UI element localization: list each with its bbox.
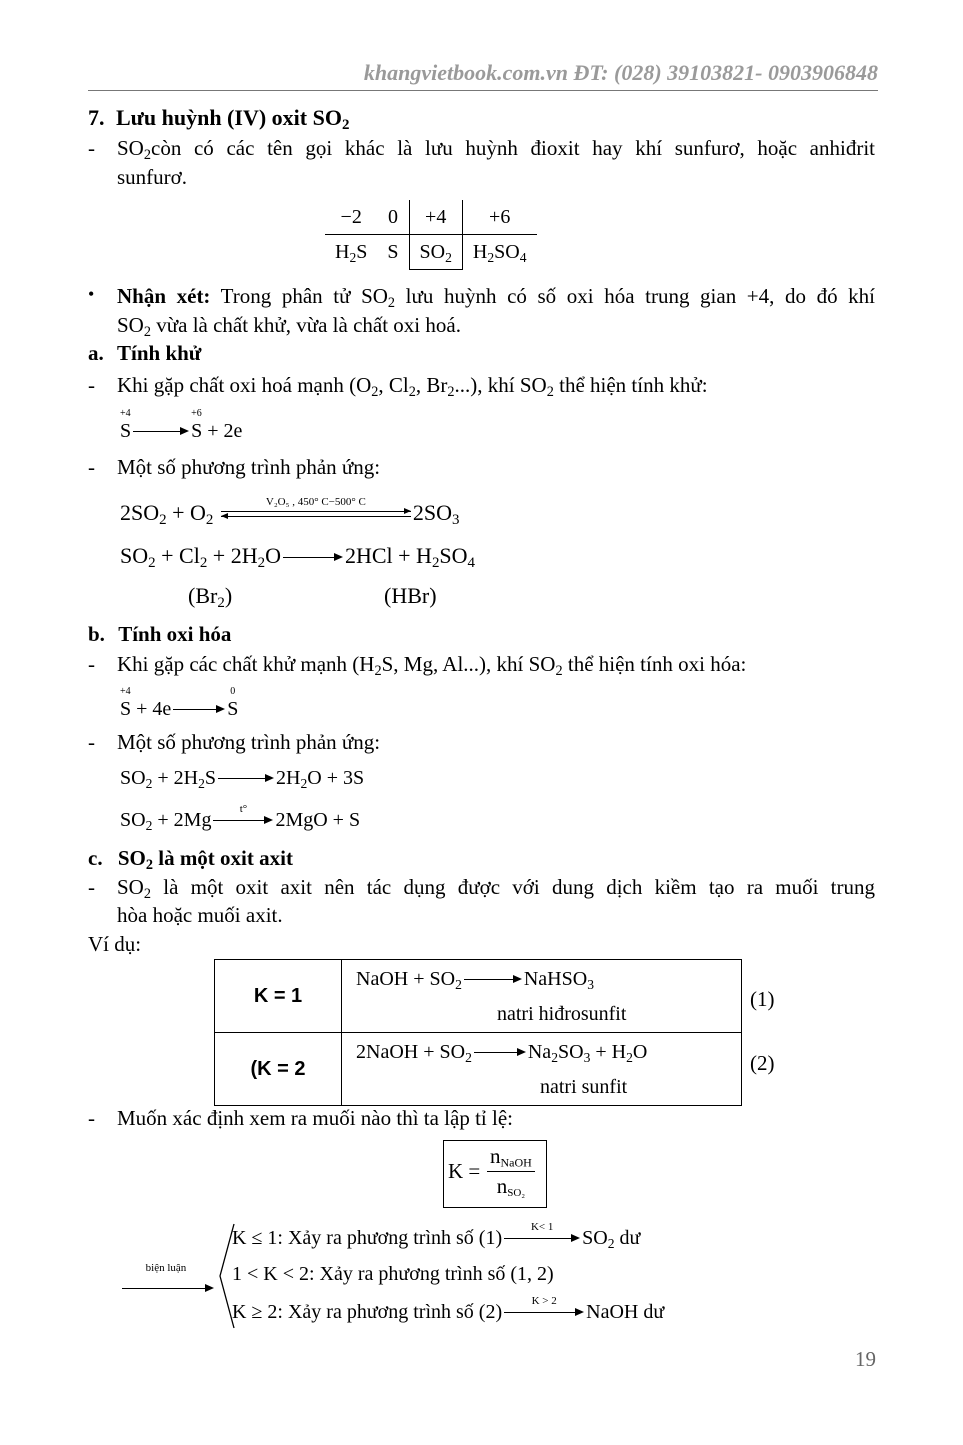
part-c-line-1: $SO_2$ là một oxit axit nên tác dụng được với dung dịch kiềm tạo ra muối trung xyxy=(117,875,876,902)
arrow-icon xyxy=(133,427,189,437)
ratio-line: Muốn xác định xem ra muối nào thì ta lập tỉ lệ: xyxy=(117,1106,513,1130)
example-label: Ví dụ: xyxy=(88,932,142,956)
state-cell: +6 xyxy=(489,205,511,228)
discussion-case-3: K ≥ 2: Xảy ra phương trình số (2) K > 2 NaOH dư xyxy=(232,1295,665,1323)
page-number: 19 xyxy=(855,1347,876,1371)
oxidation-state-table xyxy=(325,200,537,270)
part-a-equation-2: $SO_2 + Cl_2 + 2H_2O$ $2HCl + H_2SO_4$ xyxy=(120,543,476,572)
section-title: 7. Lưu huỳnh (IV) oxit $SO_2$ xyxy=(88,105,350,134)
equation-number: (1) xyxy=(750,987,775,1011)
arrow-icon: t° xyxy=(213,816,273,826)
k-table xyxy=(214,959,742,1106)
ratio-formula-box xyxy=(443,1140,547,1208)
arrow-icon xyxy=(283,553,343,563)
intro-dash: - xyxy=(88,136,95,160)
part-a-equation-1: $2SO_2 + O_2$ V₂O₅ , 450° C−500° C $2SO_3$ xyxy=(120,495,460,529)
dash: - xyxy=(88,730,95,754)
intro-line-2: sunfurơ. xyxy=(117,165,188,189)
ratio-k: K = xyxy=(448,1159,481,1183)
species-cell: $H_2S$ xyxy=(335,240,368,265)
species-cell: $H_2SO_4$ xyxy=(472,240,527,265)
species-cell: $SO_2$ xyxy=(409,235,462,270)
intro-line-1: $SO_2còn$ có các tên gọi khác là lưu huỳnh đioxit hay khí sunfurơ, hoặc anhiđrit xyxy=(117,136,875,163)
discussion-arrow-icon xyxy=(120,1275,216,1300)
part-b-line: Khi gặp các chất khử mạnh ($H_2S$, Mg, Al...), khí $SO_2$ thể hiện tính oxi hóa: xyxy=(117,652,747,679)
part-b-half-reaction: +4 S + 4e 0 S xyxy=(120,686,239,720)
part-a-heading: a. Tính khử xyxy=(88,341,202,365)
dash: - xyxy=(88,455,95,479)
remark-line-2: $SO_2$ vừa là chất khử, vừa là chất oxi hoá. xyxy=(117,313,461,340)
part-a-line: Khi gặp chất oxi hoá mạnh ($O_2$, $Cl_2$, $Br_2$...), khí $SO_2$ thể hiện tính khử: xyxy=(117,373,708,400)
arrow-icon xyxy=(464,975,522,985)
header-rule xyxy=(88,90,878,91)
equilibrium-arrow-icon: V₂O₅ , 450° C−500° C xyxy=(221,509,411,521)
reaction-cell: 2NaOH + $SO_2$ $Na_2SO_3 + H_2O$ natri sunfit xyxy=(342,1033,742,1106)
part-a-equation-2-alt-left: $(Br_2)$ xyxy=(188,583,233,612)
part-c-dash: - xyxy=(88,875,95,899)
part-b-dash: - xyxy=(88,652,95,676)
table-row xyxy=(215,960,742,1033)
discussion-arrow-label: biện luận xyxy=(145,1262,187,1274)
section-number: 7. xyxy=(88,105,105,130)
discussion-case-2: 1 < K < 2: Xảy ra phương trình số (1, 2) xyxy=(232,1263,554,1285)
k-cell: (K = 2 xyxy=(215,1033,342,1106)
remark-line-1: Nhận xét: Trong phân tử $SO_2$ lưu huỳnh có số oxi hóa trung gian +4, do đó khí xyxy=(117,284,876,311)
discussion-case-1: K ≤ 1: Xảy ra phương trình số (1) K< 1 $SO_2$ dư xyxy=(232,1221,641,1251)
part-c-line-2: hòa hoặc muối axit. xyxy=(117,903,283,927)
table-row xyxy=(215,1033,742,1106)
part-b-equation-1: $SO_2 + 2H_2S$ $2H_2O + 3S$ xyxy=(120,767,365,791)
equation-number: (2) xyxy=(750,1051,775,1075)
page-header: khangvietbook.com.vn ĐT: (028) 39103821- 0903906848 xyxy=(363,60,878,85)
arrow-icon xyxy=(474,1048,526,1058)
k-cell: K = 1 xyxy=(215,960,342,1033)
dash: - xyxy=(88,1106,95,1130)
salt-name: natri sunfit xyxy=(540,1076,628,1098)
arrow-icon xyxy=(218,774,274,784)
salt-name: natri hiđrosunfit xyxy=(497,1003,627,1025)
part-a-half-reaction: +4 S +6 S + 2e xyxy=(120,408,243,442)
part-a-dash: - xyxy=(88,373,95,397)
part-a-equation-2-alt-right: (HBr) xyxy=(384,583,437,608)
ratio-fraction: $n_{NaOH}$ $n_{SO_2}$ xyxy=(487,1144,535,1199)
part-b-heading: b. Tính oxi hóa xyxy=(88,622,232,646)
reaction-cell: NaOH + $SO_2$ NaHSO$_3$ natri hiđrosunfit xyxy=(342,960,742,1033)
arrow-icon xyxy=(173,705,225,715)
state-cell: 0 xyxy=(387,205,398,228)
part-a-reactions-label: Một số phương trình phản ứng: xyxy=(117,455,381,479)
part-b-equation-2: $SO_2 + 2Mg$ t° 2MgO + S xyxy=(120,803,361,833)
state-cell: +4 xyxy=(409,200,462,235)
remark-bullet: • xyxy=(88,284,95,304)
part-c-heading: c. $SO_2$ là một oxit axit xyxy=(88,846,293,873)
section-title-text: Lưu huỳnh (IV) oxit SO xyxy=(116,105,342,130)
part-b-reactions-label: Một số phương trình phản ứng: xyxy=(117,730,381,754)
species-cell: S xyxy=(387,240,399,263)
state-cell: −2 xyxy=(340,205,362,228)
